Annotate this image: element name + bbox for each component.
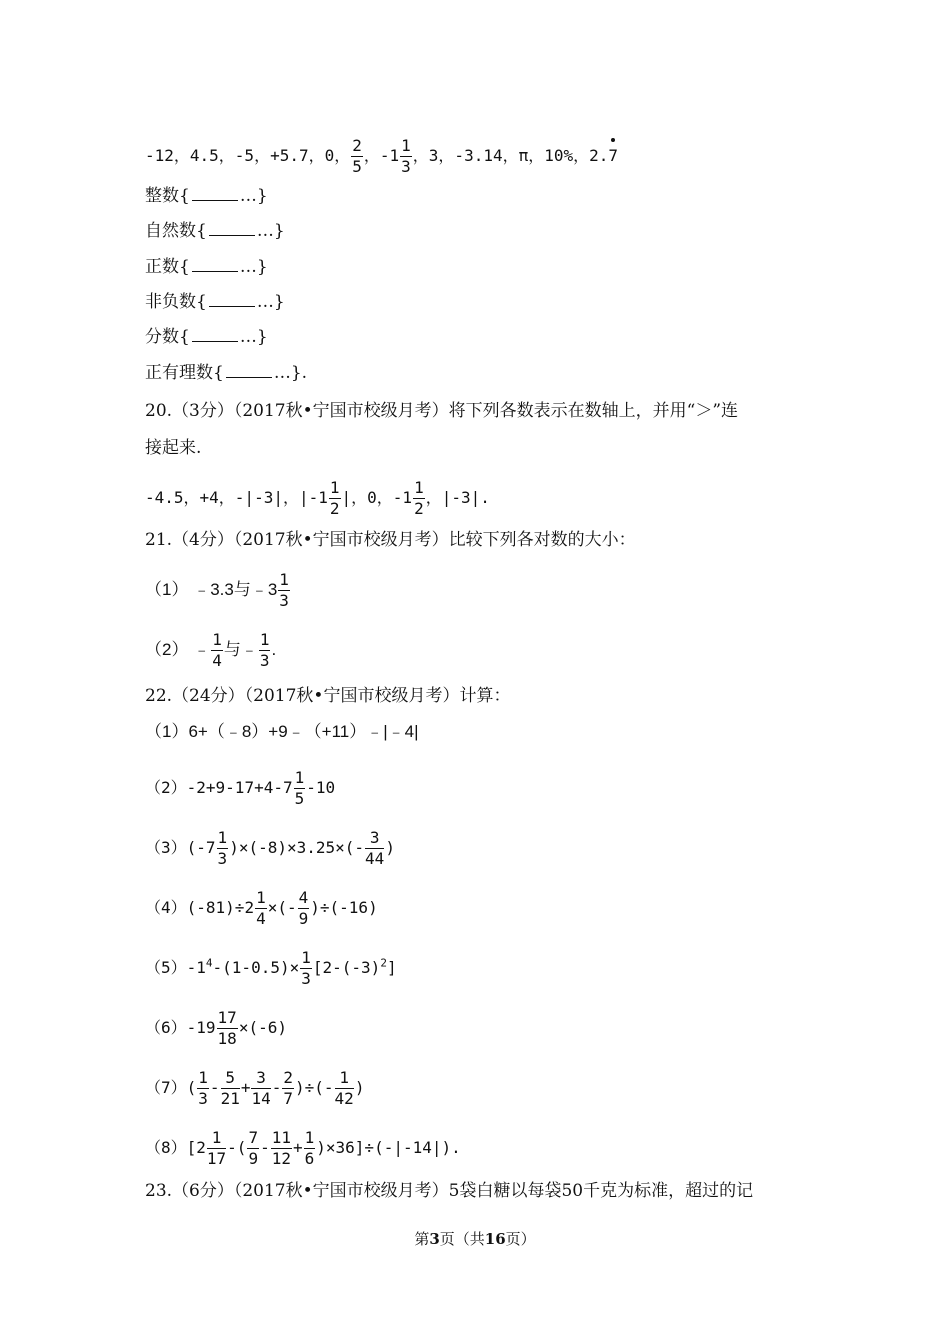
expr-part: ) (354, 1078, 365, 1097)
fraction (251, 1070, 270, 1107)
denominator: 14 (251, 1089, 271, 1108)
numerator: 11 (271, 1128, 291, 1147)
numerator: 7 (248, 1128, 259, 1147)
denominator: 6 (304, 1149, 315, 1168)
denominator: 5 (294, 789, 305, 808)
answer-blank[interactable] (192, 186, 238, 201)
numerator: 1 (329, 478, 340, 497)
q20-expression (145, 480, 490, 517)
fraction (207, 1130, 226, 1167)
expr-part: -10 (306, 778, 336, 797)
numerator: 3 (251, 1070, 270, 1089)
expr-part: -1 (186, 958, 206, 977)
fraction (217, 830, 229, 867)
denominator: 44 (365, 849, 385, 868)
expr-part: ×(-6) (238, 1018, 287, 1037)
category-close: …} (256, 292, 285, 312)
q19-numbers-a: -12，4.5，-5，+5.7，0， (145, 146, 351, 165)
numerator: 1 (335, 1070, 354, 1089)
expr-part: ×(- (267, 898, 297, 917)
expr-part: ) (385, 838, 395, 857)
expr-part: [2-(-3) (312, 958, 381, 977)
expr-part: ﹣ (193, 639, 211, 659)
expr-part: -19 (186, 1018, 216, 1037)
expr-part: (-81)÷2 (186, 898, 255, 917)
q22-part3 (145, 830, 395, 867)
category-close: …} (239, 327, 268, 347)
operator: -( (227, 1138, 247, 1157)
part-label: （6） (145, 1018, 187, 1037)
numerator: 1 (256, 888, 266, 907)
category-positive (145, 257, 268, 277)
q22-part5 (145, 950, 397, 987)
answer-blank[interactable] (209, 221, 255, 236)
category-fraction (145, 327, 268, 347)
denominator: 21 (220, 1089, 240, 1108)
numerator: 17 (217, 1008, 237, 1027)
category-nonnegative (145, 292, 285, 312)
denominator: 3 (401, 157, 411, 176)
denominator: 3 (198, 1089, 208, 1108)
expr-part: ，|-3|. (425, 488, 490, 507)
q21-part1 (145, 572, 291, 609)
footer-text: 页） (505, 1230, 536, 1248)
fraction (221, 1070, 240, 1107)
numerator: 5 (221, 1070, 240, 1089)
fraction (211, 632, 223, 669)
expr-part: )×36]÷(-|-14|). (316, 1138, 461, 1157)
fraction (282, 1070, 294, 1107)
fraction (197, 1070, 209, 1107)
fraction (217, 1010, 238, 1047)
footer-text: 第 (414, 1230, 430, 1248)
denominator: 9 (248, 1149, 259, 1168)
category-close: …} (239, 186, 268, 206)
expr-part: )÷(- (295, 1078, 334, 1097)
q19-numbers-b: ，3，-3.14，π，10%，2. (412, 146, 609, 165)
numerator: 1 (279, 570, 289, 589)
operator: - (209, 1078, 220, 1097)
denominator: 4 (212, 651, 222, 670)
category-label: 自然数{ (145, 221, 207, 241)
denominator: 18 (217, 1029, 237, 1048)
part-label: （5） (145, 958, 187, 977)
part-label: （2） (145, 778, 187, 797)
category-close: …}. (273, 363, 308, 383)
fraction (247, 1130, 259, 1167)
category-label: 非负数{ (145, 292, 207, 312)
operator: + (292, 1138, 303, 1157)
page-number: 3 (429, 1230, 440, 1248)
part-label: （1） (145, 579, 189, 599)
expr-part: [2 (186, 1138, 206, 1157)
expr-part: |，0，-1 (341, 488, 413, 507)
expr-part: ( (186, 1078, 197, 1097)
category-close: …} (239, 257, 268, 277)
fraction (255, 890, 267, 927)
expr-part: -(1-0.5)× (212, 958, 300, 977)
numerator: 2 (283, 1068, 294, 1087)
expr-part: )×(-8)×3.25×(- (229, 838, 365, 857)
expr-part: ] (386, 958, 397, 977)
numerator: 1 (217, 828, 228, 847)
expr-part: . (271, 639, 277, 659)
fraction (304, 1130, 316, 1167)
expr-part: (-7 (186, 838, 216, 857)
denominator: 42 (334, 1089, 354, 1108)
category-label: 正数{ (145, 257, 190, 277)
category-integer (145, 186, 268, 206)
fraction (351, 138, 363, 175)
expr-part: 与﹣ (223, 639, 258, 659)
category-label: 分数{ (145, 327, 190, 347)
operator: + (240, 1078, 251, 1097)
denominator: 3 (279, 591, 289, 610)
q19-sep: ，-1 (363, 146, 400, 165)
fraction (271, 1130, 292, 1167)
q22-heading: 22.（24分）（2017秋•宁国市校级月考）计算： (145, 686, 511, 706)
numerator: 1 (294, 768, 305, 787)
fraction (413, 480, 425, 517)
repeating-digit: 7 (608, 146, 619, 165)
category-positive-rational (145, 363, 307, 383)
fraction (365, 830, 384, 867)
denominator: 2 (414, 499, 424, 518)
category-label: 整数{ (145, 186, 190, 206)
total-pages: 16 (484, 1230, 506, 1248)
q22-part4 (145, 890, 378, 927)
answer-blank[interactable] (226, 363, 272, 378)
part-label: （8） (145, 1138, 187, 1157)
fraction (300, 950, 312, 987)
numerator: 1 (301, 948, 311, 967)
numerator: 1 (212, 630, 222, 649)
denominator: 12 (271, 1149, 291, 1168)
numerator: 4 (298, 888, 309, 907)
exponent: 2 (380, 956, 387, 970)
fraction (294, 770, 306, 807)
exponent: 4 (205, 956, 213, 970)
expr-part: ﹣3.3与﹣3 (193, 579, 278, 599)
numerator: 3 (365, 830, 384, 849)
q21-part2 (145, 632, 276, 669)
operator: - (260, 1138, 270, 1157)
denominator: 4 (256, 909, 266, 928)
answer-blank[interactable] (192, 327, 238, 342)
fraction (335, 1070, 354, 1107)
numerator: 1 (414, 478, 424, 497)
q22-part8 (145, 1130, 461, 1167)
fraction (278, 572, 290, 609)
part-label: （7） (145, 1078, 187, 1097)
expr-part: -2+9-17+4-7 (186, 778, 293, 797)
denominator: 17 (206, 1149, 227, 1168)
answer-blank[interactable] (192, 257, 238, 272)
footer-text: 页（共 (439, 1230, 485, 1248)
fraction (400, 138, 412, 175)
numerator: 1 (304, 1128, 315, 1147)
numerator: 1 (401, 136, 411, 155)
denominator: 3 (217, 849, 228, 868)
category-close: …} (256, 221, 285, 241)
category-natural (145, 221, 285, 241)
expr-part: -4.5，+4，-|-3|，|-1 (145, 488, 328, 507)
q21-heading: 21.（4分）（2017秋•宁国市校级月考）比较下列各对数的大小： (145, 530, 636, 550)
expr-part: )÷(-16) (310, 898, 378, 917)
part-label: （3） (145, 838, 187, 857)
numerator: 1 (198, 1068, 208, 1087)
q22-part7 (145, 1070, 364, 1107)
fraction (329, 480, 341, 517)
q23-heading: 23.（6分）（2017秋•宁国市校级月考）5袋白糖以每袋50千克为标准，超过的记 (145, 1181, 754, 1201)
q22-part6 (145, 1010, 287, 1047)
denominator: 5 (352, 157, 362, 176)
denominator: 9 (298, 909, 309, 928)
q19-number-list (145, 138, 618, 175)
denominator: 2 (329, 499, 340, 518)
page-footer (0, 1228, 950, 1249)
part-label: （4） (145, 898, 187, 917)
fraction (259, 632, 271, 669)
denominator: 3 (301, 969, 311, 988)
part-label: （2） (145, 639, 189, 659)
operator: - (271, 1078, 282, 1097)
numerator: 1 (259, 630, 270, 649)
denominator: 7 (283, 1089, 294, 1108)
q20-heading-cont: 接起来. (145, 438, 202, 458)
numerator: 2 (352, 136, 362, 155)
q22-part1: （1）6+（﹣8）+9﹣（+11）﹣|﹣4| (145, 722, 419, 741)
q22-part2 (145, 770, 335, 807)
category-label: 正有理数{ (145, 363, 224, 383)
denominator: 3 (259, 651, 270, 670)
fraction (298, 890, 310, 927)
q20-heading: 20.（3分）（2017秋•宁国市校级月考）将下列各数表示在数轴上，并用“＞”连 (145, 401, 739, 421)
answer-blank[interactable] (209, 292, 255, 307)
numerator: 1 (207, 1130, 226, 1149)
